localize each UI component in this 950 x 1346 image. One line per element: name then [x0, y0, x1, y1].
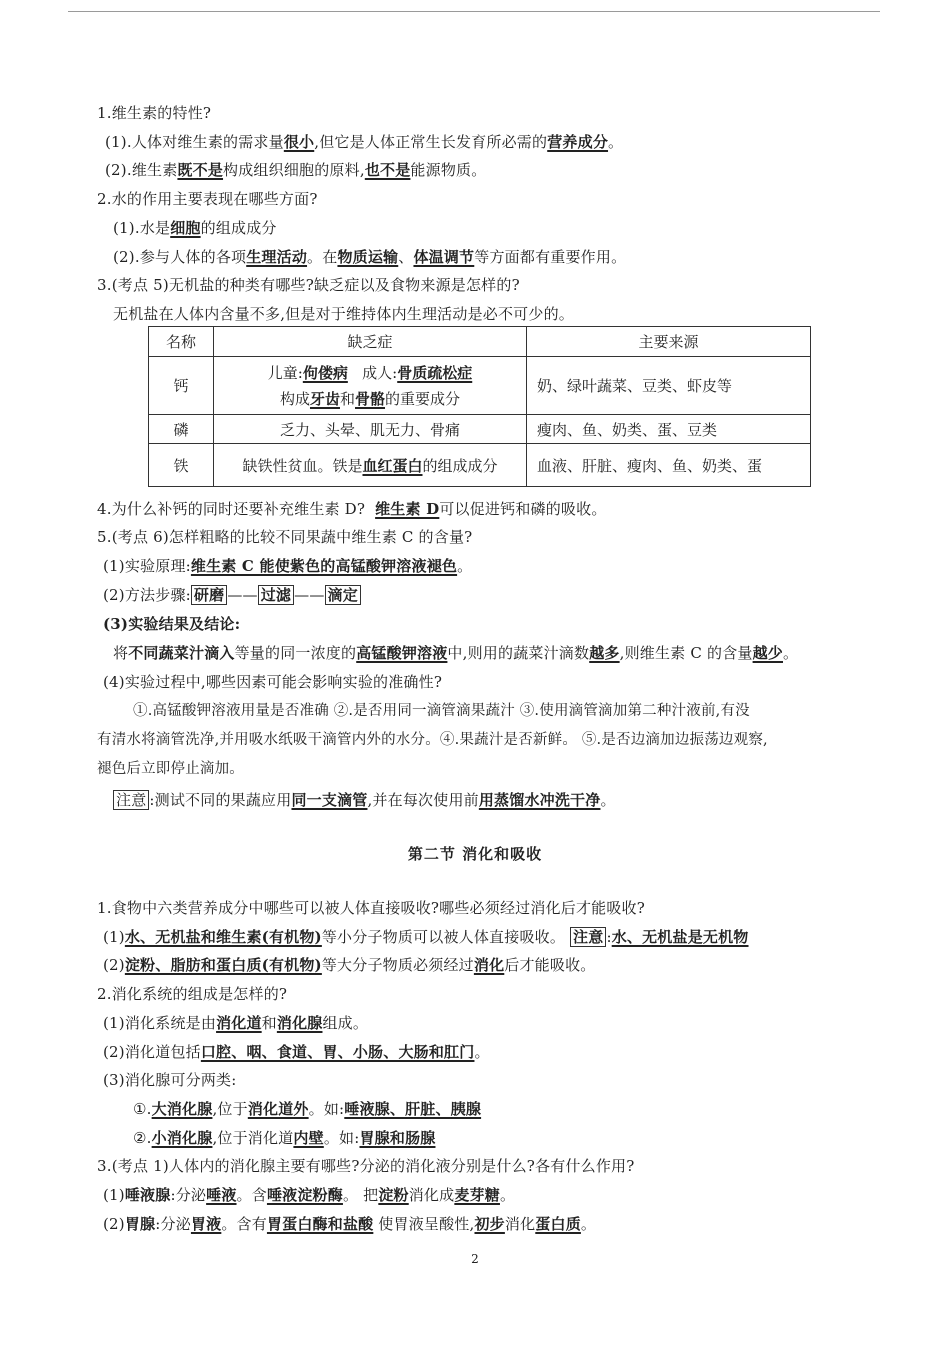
cell-iron-deficiency: 缺铁性贫血。铁是血红蛋白的组成成分	[214, 444, 527, 487]
answer-5-4-line1: ①.高锰酸钾溶液用量是否准确 ②.是否用同一滴管滴果蔬汁 ③.使用滴管滴加第二种汁液前,有没	[133, 703, 750, 719]
s2-answer-1-1: (1)水、无机盐和维生素(有机物)等小分子物质可以被人体直接吸收。 注意 :水、无机盐是无机物	[103, 928, 749, 946]
s2-answer-2-3: (3)消化腺可分两类:	[103, 1071, 237, 1089]
question-3-intro: 无机盐在人体内含量不多,但是对于维持体内生理活动是必不可少的。	[113, 305, 574, 323]
cell-iron-name: 铁	[149, 444, 214, 487]
s2-answer-3-1: (1)唾液腺:分泌唾液。含唾液淀粉酶。 把淀粉消化成麦芽糖。	[103, 1186, 516, 1204]
s2-answer-2-3-2: ②.小消化腺,位于消化道内壁。如:胃腺和肠腺	[133, 1129, 436, 1147]
answer-2-1: (1).水是细胞的组成成分	[113, 219, 277, 237]
mineral-table	[148, 326, 811, 487]
answer-1-2: (2).维生素既不是构成组织细胞的原料,也不是能源物质。	[105, 161, 487, 179]
answer-5-4-line2: 有清水将滴管洗净,并用吸水纸吸干滴管内外的水分。④.果蔬汁是否新鲜。 ⑤.是否边滴加边振荡边观察,	[97, 732, 768, 748]
header-rule	[68, 11, 880, 12]
answer-2-2: (2).参与人体的各项生理活动。在物质运输、体温调节等方面都有重要作用。	[113, 248, 627, 266]
question-4: 4.为什么补钙的同时还要补充维生素 D? 维生素 D可以促进钙和磷的吸收。	[97, 500, 607, 518]
s2-answer-2-3-1: ①.大消化腺,位于消化道外。如:唾液腺、肝脏、胰腺	[133, 1100, 482, 1118]
cell-calcium-deficiency: 儿童:佝偻病 成人:骨质疏松症 构成牙齿和骨骼的重要成分	[214, 357, 527, 415]
step-filter: 过滤	[258, 585, 294, 605]
cell-calcium-source: 奶、绿叶蔬菜、豆类、虾皮等	[527, 357, 811, 415]
note-box: 注意	[113, 790, 149, 810]
answer-1-1: (1).人体对维生素的需求量很小,但它是人体正常生长发育所必需的营养成分。	[105, 133, 624, 151]
section-title: 第二节 消化和吸收	[407, 845, 543, 863]
answer-5-4-heading: (4)实验过程中,哪些因素可能会影响实验的准确性?	[103, 673, 443, 691]
s2-answer-2-2: (2)消化道包括口腔、咽、食道、胃、小肠、大肠和肛门。	[103, 1043, 490, 1061]
s2-question-3: 3.(考点 1)人体内的消化腺主要有哪些?分泌的消化液分别是什么?各有什么作用?	[97, 1157, 635, 1175]
s2-answer-3-2: (2)胃腺:分泌胃液。含有胃蛋白酶和盐酸 使胃液呈酸性,初步消化蛋白质。	[103, 1215, 597, 1233]
cell-phosphorus-source: 瘦肉、鱼、奶类、蛋、豆类	[527, 415, 811, 444]
s2-question-1: 1.食物中六类营养成分中哪些可以被人体直接吸收?哪些必须经过消化后才能吸收?	[97, 899, 645, 917]
table-header-row	[149, 327, 811, 357]
table-row-calcium	[149, 357, 811, 415]
step-titrate: 滴定	[325, 585, 361, 605]
question-3: 3.(考点 5)无机盐的种类有哪些?缺乏症以及食物来源是怎样的?	[97, 276, 520, 294]
answer-5-3-heading: (3)实验结果及结论:	[103, 615, 241, 633]
header-deficiency: 缺乏症	[214, 327, 527, 357]
answer-5-3: 将不同蔬菜汁滴入等量的同一浓度的高锰酸钾溶液中,则用的蔬菜汁滴数越多,则维生素 C 的含量越少。	[113, 644, 799, 662]
answer-5-4-line3: 褪色后立即停止滴加。	[97, 761, 244, 777]
question-2: 2.水的作用主要表现在哪些方面?	[97, 190, 318, 208]
question-1: 1.维生素的特性?	[97, 104, 212, 122]
s2-answer-2-1: (1)消化系统是由消化道和消化腺组成。	[103, 1014, 369, 1032]
question-5: 5.(考点 6)怎样粗略的比较不同果蔬中维生素 C 的含量?	[97, 528, 473, 546]
header-name: 名称	[149, 327, 214, 357]
step-grind: 研磨	[191, 585, 227, 605]
s2-answer-1-2: (2)淀粉、脂肪和蛋白质(有机物)等大分子物质必须经过消化后才能吸收。	[103, 956, 596, 974]
cell-calcium-name: 钙	[149, 357, 214, 415]
cell-iron-source: 血液、肝脏、瘦肉、鱼、奶类、蛋	[527, 444, 811, 487]
answer-5-2: (2)方法步骤: 研磨 —— 过滤 —— 滴定	[103, 582, 361, 608]
cell-phosphorus-deficiency: 乏力、头晕、肌无力、骨痛	[214, 415, 527, 444]
s2-note-box: 注意	[570, 927, 606, 947]
header-source: 主要来源	[527, 327, 811, 357]
table-row-iron	[149, 444, 811, 487]
answer-5-1: (1)实验原理:维生素 C 能使紫色的高锰酸钾溶液褪色。	[103, 557, 473, 575]
page-number: 2	[471, 1252, 479, 1266]
s2-question-2: 2.消化系统的组成是怎样的?	[97, 985, 288, 1003]
note-line: 注意 :测试不同的果蔬应用同一支滴管,并在每次使用前用蒸馏水冲洗干净。	[113, 787, 616, 813]
table-row-phosphorus	[149, 415, 811, 444]
cell-phosphorus-name: 磷	[149, 415, 214, 444]
